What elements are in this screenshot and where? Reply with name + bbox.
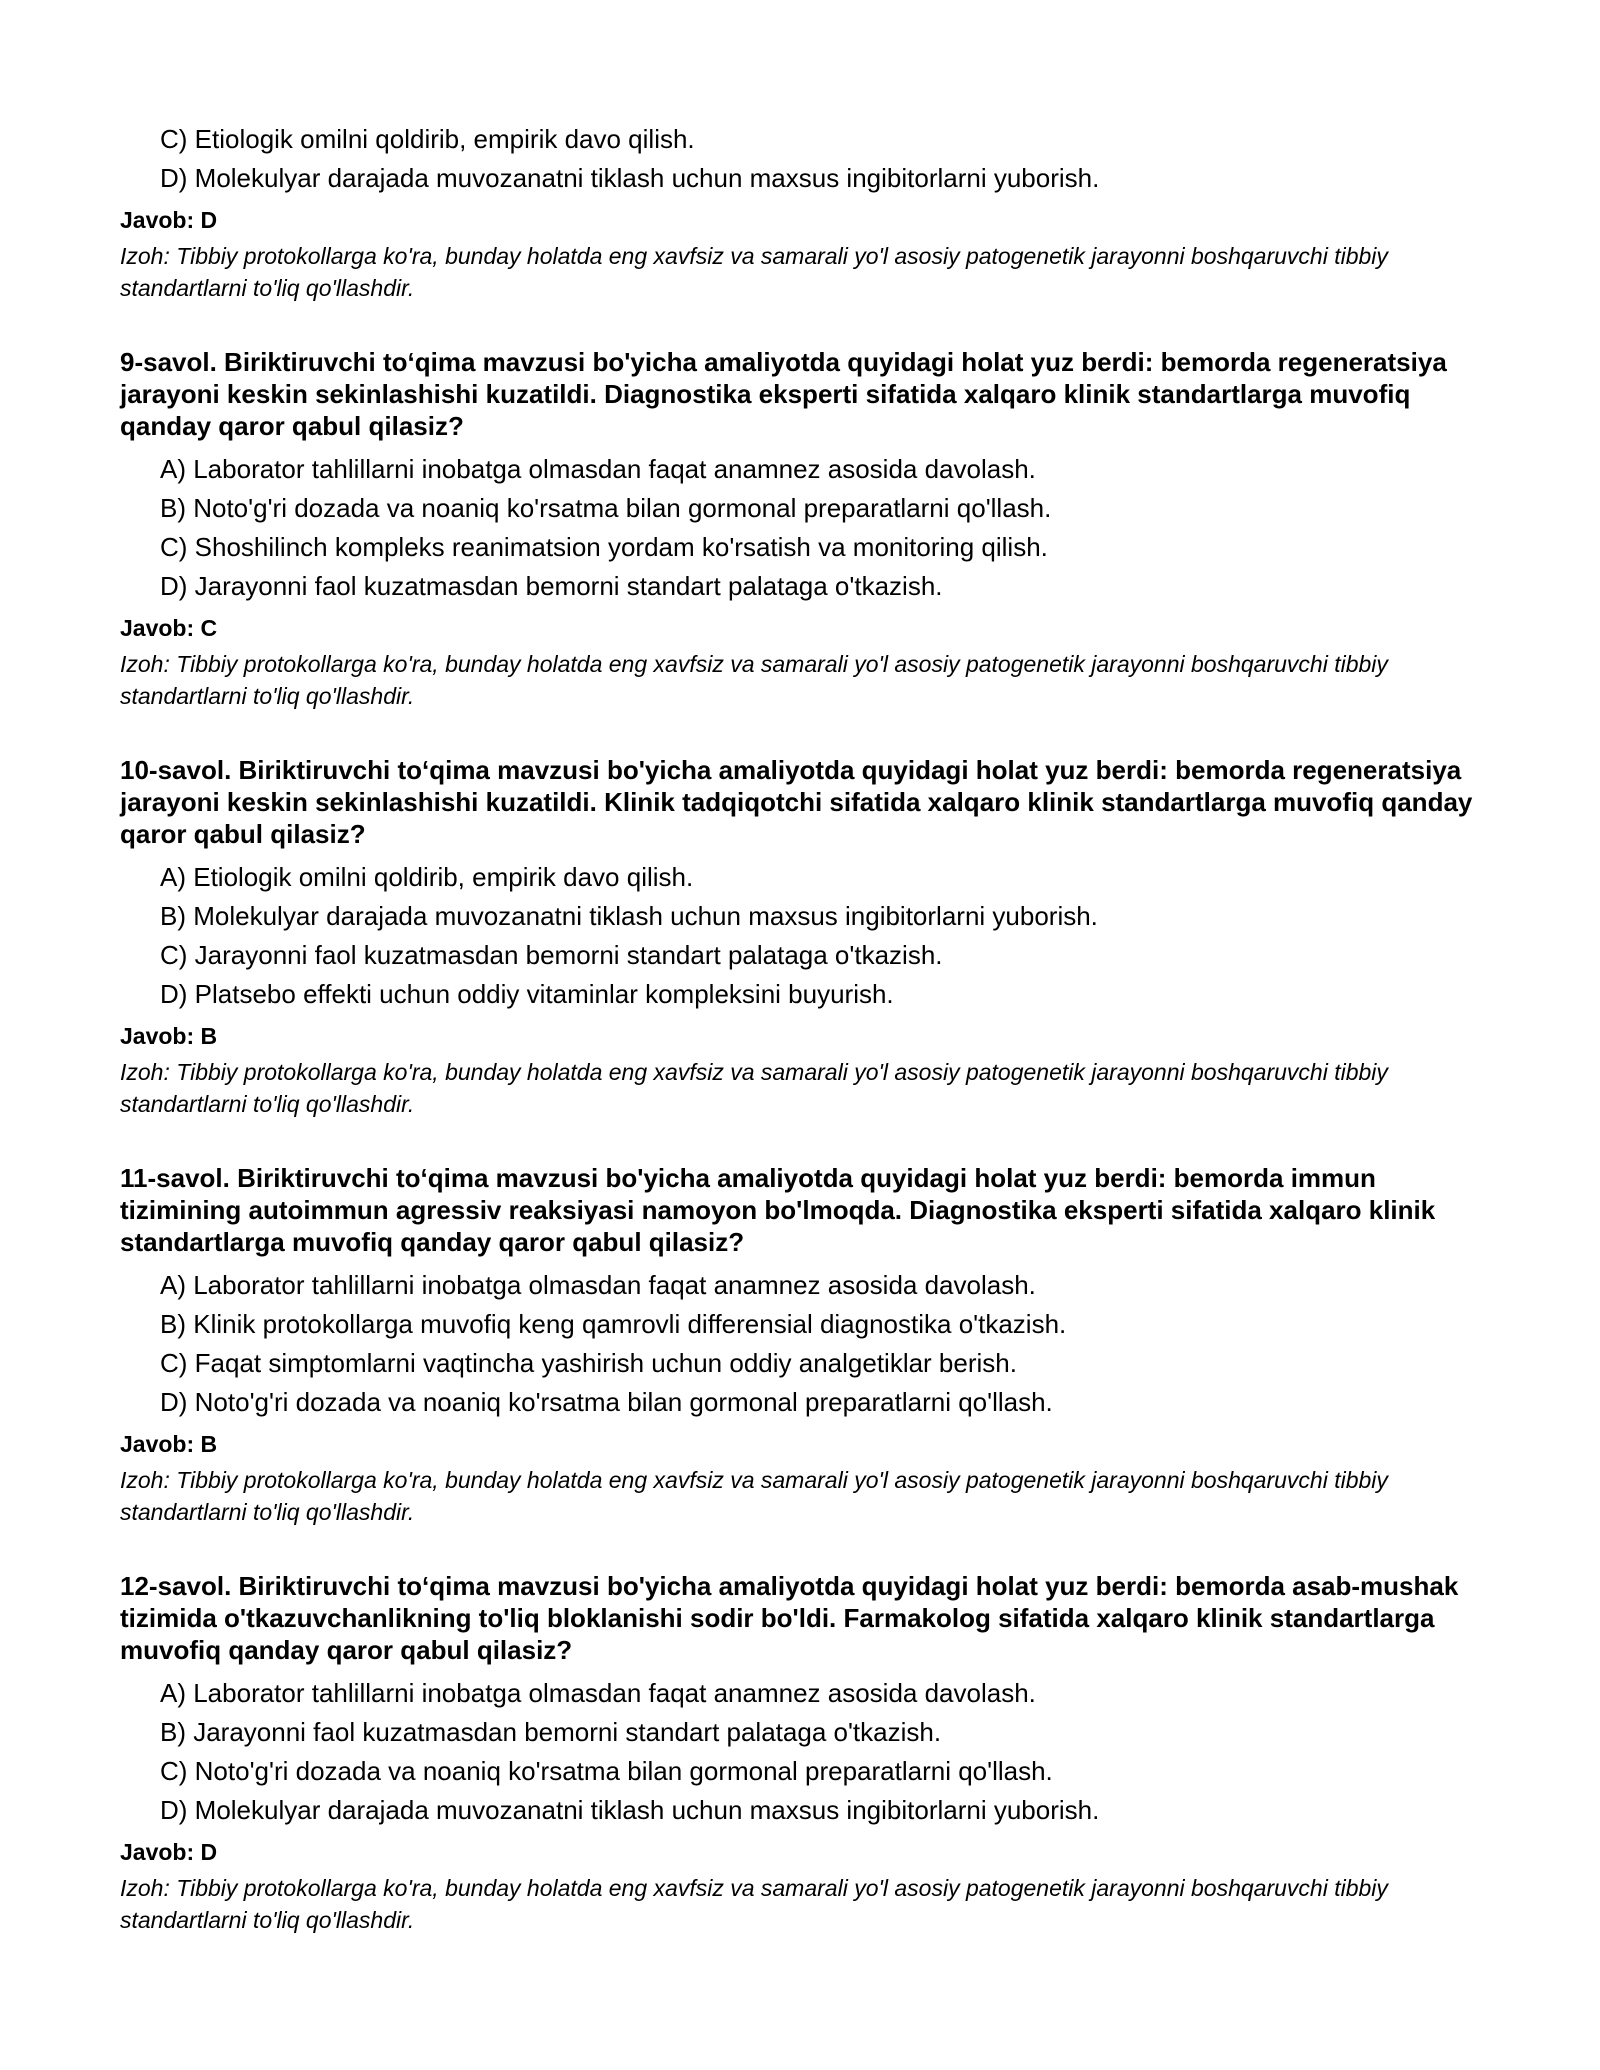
option-a: A) Laborator tahlillarni inobatga olmasdan faqat anamnez asosida davolash. — [160, 454, 1036, 484]
option-b: B) Noto'g'ri dozada va noaniq ko'rsatma bilan gormonal preparatlarni qo'llash. — [160, 493, 1052, 523]
options-list — [120, 120, 1480, 198]
question-11 — [120, 1162, 1480, 1528]
option-c: C) Noto'g'ri dozada va noaniq ko'rsatma bilan gormonal preparatlarni qo'llash. — [160, 1756, 1053, 1786]
question-8-continued — [120, 120, 1480, 304]
option-c: C) Faqat simptomlarni vaqtincha yashirish uchun oddiy analgetiklar berish. — [160, 1348, 1017, 1378]
option-a: A) Laborator tahlillarni inobatga olmasdan faqat anamnez asosida davolash. — [160, 1270, 1036, 1300]
option-c: C) Shoshilinch kompleks reanimatsion yordam ko'rsatish va monitoring qilish. — [160, 532, 1048, 562]
explanation-note: Izoh: Tibbiy protokollarga ko'ra, bunday holatda eng xavfsiz va samarali yo'l asosiy patogenetik jarayonni boshqaruvchi tibbiy standartlarni to'liq qo'llashdir. — [120, 1467, 1388, 1525]
options-list — [120, 1674, 1480, 1830]
answer-label: Javob: B — [120, 1023, 218, 1049]
answer-label: Javob: D — [120, 207, 218, 233]
option-b: B) Molekulyar darajada muvozanatni tiklash uchun maxsus ingibitorlarni yuborish. — [160, 901, 1098, 931]
question-text: 11-savol. Biriktiruvchi to‘qima mavzusi bo'yicha amaliyotda quyidagi holat yuz berdi: bemorda immun tizimining autoimmun agressiv reaksiyasi namoyon bo'lmoqda. Diagnostika eksperti sifatida xalqaro klinik standartlarga muvofiq qanday qaror qabul qilasiz? — [120, 1163, 1436, 1257]
option-d: D) Noto'g'ri dozada va noaniq ko'rsatma bilan gormonal preparatlarni qo'llash. — [160, 1387, 1053, 1417]
question-9 — [120, 346, 1480, 712]
explanation-note: Izoh: Tibbiy protokollarga ko'ra, bunday holatda eng xavfsiz va samarali yo'l asosiy patogenetik jarayonni boshqaruvchi tibbiy standartlarni to'liq qo'llashdir. — [120, 651, 1388, 709]
options-list — [120, 450, 1480, 606]
option-a: A) Laborator tahlillarni inobatga olmasdan faqat anamnez asosida davolash. — [160, 1678, 1036, 1708]
options-list — [120, 1266, 1480, 1422]
answer-label: Javob: C — [120, 615, 218, 641]
option-b: B) Klinik protokollarga muvofiq keng qamrovli differensial diagnostika o'tkazish. — [160, 1309, 1067, 1339]
question-text: 10-savol. Biriktiruvchi to‘qima mavzusi bo'yicha amaliyotda quyidagi holat yuz berdi: bemorda regeneratsiya jarayoni keskin sekinlashishi kuzatildi. Klinik tadqiqotchi sifatida xalqaro klinik standartlarga muvofiq qanday qaror qabul qilasiz? — [120, 755, 1473, 849]
question-text: 12-savol. Biriktiruvchi to‘qima mavzusi bo'yicha amaliyotda quyidagi holat yuz berdi: bemorda asab-mushak tizimida o'tkazuvchanlikning to'liq bloklanishi sodir bo'ldi. Farmakolog sifatida xalqaro klinik standartlarga muvofiq qanday qaror qabul qilasiz? — [120, 1571, 1459, 1665]
answer-label: Javob: B — [120, 1431, 218, 1457]
question-10 — [120, 754, 1480, 1120]
option-d: D) Jarayonni faol kuzatmasdan bemorni standart palataga o'tkazish. — [160, 571, 943, 601]
explanation-note: Izoh: Tibbiy protokollarga ko'ra, bunday holatda eng xavfsiz va samarali yo'l asosiy patogenetik jarayonni boshqaruvchi tibbiy standartlarni to'liq qo'llashdir. — [120, 1059, 1388, 1117]
option-b: B) Jarayonni faol kuzatmasdan bemorni standart palataga o'tkazish. — [160, 1717, 942, 1747]
option-d: D) Platsebo effekti uchun oddiy vitaminlar kompleksini buyurish. — [160, 979, 894, 1009]
option-d: D) Molekulyar darajada muvozanatni tiklash uchun maxsus ingibitorlarni yuborish. — [160, 1795, 1100, 1825]
options-list — [120, 858, 1480, 1014]
option-a: A) Etiologik omilni qoldirib, empirik davo qilish. — [160, 862, 694, 892]
option-c: C) Etiologik omilni qoldirib, empirik davo qilish. — [160, 124, 695, 154]
question-12 — [120, 1570, 1480, 1936]
option-c: C) Jarayonni faol kuzatmasdan bemorni standart palataga o'tkazish. — [160, 940, 943, 970]
question-text: 9-savol. Biriktiruvchi to‘qima mavzusi bo'yicha amaliyotda quyidagi holat yuz berdi: bemorda regeneratsiya jarayoni keskin sekinlashishi kuzatildi. Diagnostika eksperti sifatida xalqaro klinik standartlarga muvofiq qanday qaror qabul qilasiz? — [120, 347, 1447, 441]
answer-label: Javob: D — [120, 1839, 218, 1865]
option-d: D) Molekulyar darajada muvozanatni tiklash uchun maxsus ingibitorlarni yuborish. — [160, 163, 1100, 193]
explanation-note: Izoh: Tibbiy protokollarga ko'ra, bunday holatda eng xavfsiz va samarali yo'l asosiy patogenetik jarayonni boshqaruvchi tibbiy standartlarni to'liq qo'llashdir. — [120, 1875, 1388, 1933]
explanation-note: Izoh: Tibbiy protokollarga ko'ra, bunday holatda eng xavfsiz va samarali yo'l asosiy patogenetik jarayonni boshqaruvchi tibbiy standartlarni to'liq qo'llashdir. — [120, 243, 1388, 301]
